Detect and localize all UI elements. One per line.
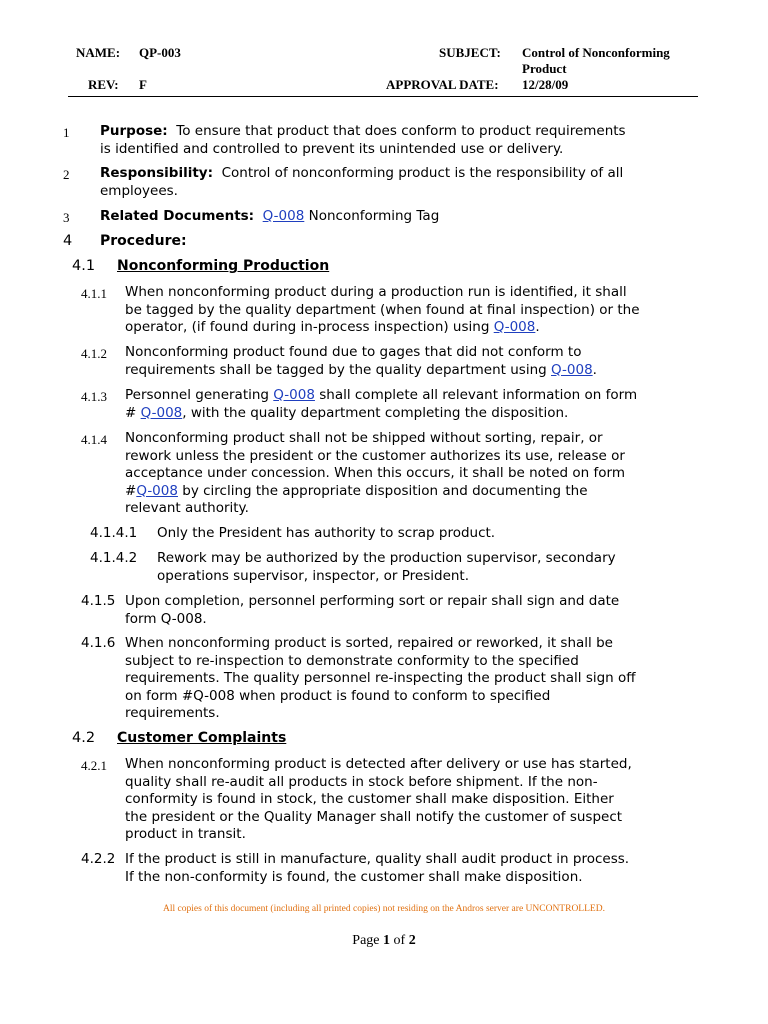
item-number: 4.1.6 [81, 635, 116, 651]
subsection-number: 4.1 [72, 258, 96, 274]
responsibility-text-line2: employees. [100, 183, 178, 199]
subject-label: SUBJECT: [439, 45, 501, 60]
q-008-link[interactable]: Q-008 [140, 404, 183, 421]
q-008-link[interactable]: Q-008 [273, 387, 315, 403]
related-documents-section: Related Documents: Q-008 Nonconforming Tag [100, 208, 440, 224]
paragraph-4-1-4-2: Rework may be authorized by the production supervisor, secondary operations supervisor, inspector, or President. [157, 550, 616, 584]
purpose-title: Purpose: [100, 123, 168, 139]
section-number: 3 [63, 210, 70, 225]
item-number: 4.2.2 [81, 851, 116, 867]
section-number: 2 [63, 167, 70, 182]
q-008-link[interactable]: Q-008 [136, 482, 178, 499]
section-number: 4 [63, 233, 73, 249]
header-divider [68, 96, 698, 97]
paragraph-4-1-5: Upon completion, personnel performing sort or repair shall sign and date form Q-008. [125, 593, 620, 627]
paragraph-4-1-3: Personnel generating Q-008 shall complete all relevant information on form # Q-008, with the quality department completing the disposition. [125, 387, 638, 421]
subsection-number: 4.2 [72, 730, 96, 746]
paragraph-4-1-4-1: Only the President has authority to scrap product. [157, 525, 496, 541]
purpose-text-line2: is identified and controlled to prevent its unintended use or delivery. [100, 141, 564, 157]
page-number: Page 1 of 2 [352, 933, 416, 948]
customer-complaints-heading: Customer Complaints [117, 730, 287, 746]
paragraph-4-1-1: When nonconforming product during a production run is identified, it shall be tagged by the quality department (when found at final inspection) or the operator, (if found during in-process inspection) using Q-008. [125, 284, 640, 335]
procedure-title: Procedure: [100, 233, 187, 249]
rev-value: F [139, 77, 147, 92]
section-number: 1 [63, 125, 70, 140]
paragraph-4-1-6: When nonconforming product is sorted, repaired or reworked, it shall be subject to re-inspection to demonstrate conformity to the specified requirements. The quality personnel re-inspecting the product shall sign off on form #Q-008 when product is found to conform to specified requirements. [125, 635, 636, 721]
paragraph-4-1-4: Nonconforming product shall not be shipped without sorting, repair, or rework unless the president or the customer authorizes its use, release or acceptance under concession. When this occurs, it shall be noted on form #Q-008 by circling the appropriate disposition and documenting the relevant authority. [125, 430, 625, 516]
paragraph-4-2-2: If the product is still in manufacture, quality shall audit product in process. If the non-conformity is found, the customer shall make disposition. [125, 851, 630, 885]
uncontrolled-copy-notice: All copies of this document (including all printed copies) not residing on the Andros server are UNCONTROLLED. [163, 904, 605, 914]
item-number: 4.2.1 [81, 758, 107, 773]
related-documents-title: Related Documents: [100, 208, 255, 224]
q-008-link[interactable]: Q-008 [551, 361, 593, 378]
subject-value-line2: Product [522, 61, 567, 76]
item-number: 4.1.4 [81, 432, 107, 447]
q-008-link[interactable]: Q-008 [493, 319, 536, 335]
item-number: 4.1.3 [81, 389, 107, 404]
rev-label: REV: [88, 77, 119, 92]
paragraph-4-2-1: When nonconforming product is detected after delivery or use has started, quality shall re-audit all products in stock before shipment. If the non- conformity is found in stock, the customer shall make disposition. Either the president or the Quality Manager shall notify the customer of suspect product in transit. [125, 756, 632, 842]
item-number: 4.1.4.2 [90, 550, 138, 566]
name-label: NAME: [76, 45, 121, 60]
item-number: 4.1.4.1 [90, 525, 138, 541]
name-value: QP-003 [139, 45, 181, 60]
purpose-section: Purpose: To ensure that product that does conform to product requirements [100, 123, 626, 139]
responsibility-section: Responsibility: Control of nonconforming product is the responsibility of all [100, 165, 624, 181]
item-number: 4.1.1 [81, 286, 107, 301]
approval-date-value: 12/28/09 [522, 77, 569, 92]
item-number: 4.1.5 [81, 593, 116, 609]
nonconforming-production-heading: Nonconforming Production [117, 258, 330, 274]
q-008-link[interactable]: Q-008 [262, 208, 305, 224]
approval-date-label: APPROVAL DATE: [386, 77, 499, 92]
subject-value-line1: Control of Nonconforming [522, 45, 670, 60]
paragraph-4-1-2: Nonconforming product found due to gages that did not conform to requirements shall be tagged by the quality department using Q-008. [125, 344, 597, 378]
responsibility-title: Responsibility: [100, 165, 213, 181]
item-number: 4.1.2 [81, 346, 107, 361]
